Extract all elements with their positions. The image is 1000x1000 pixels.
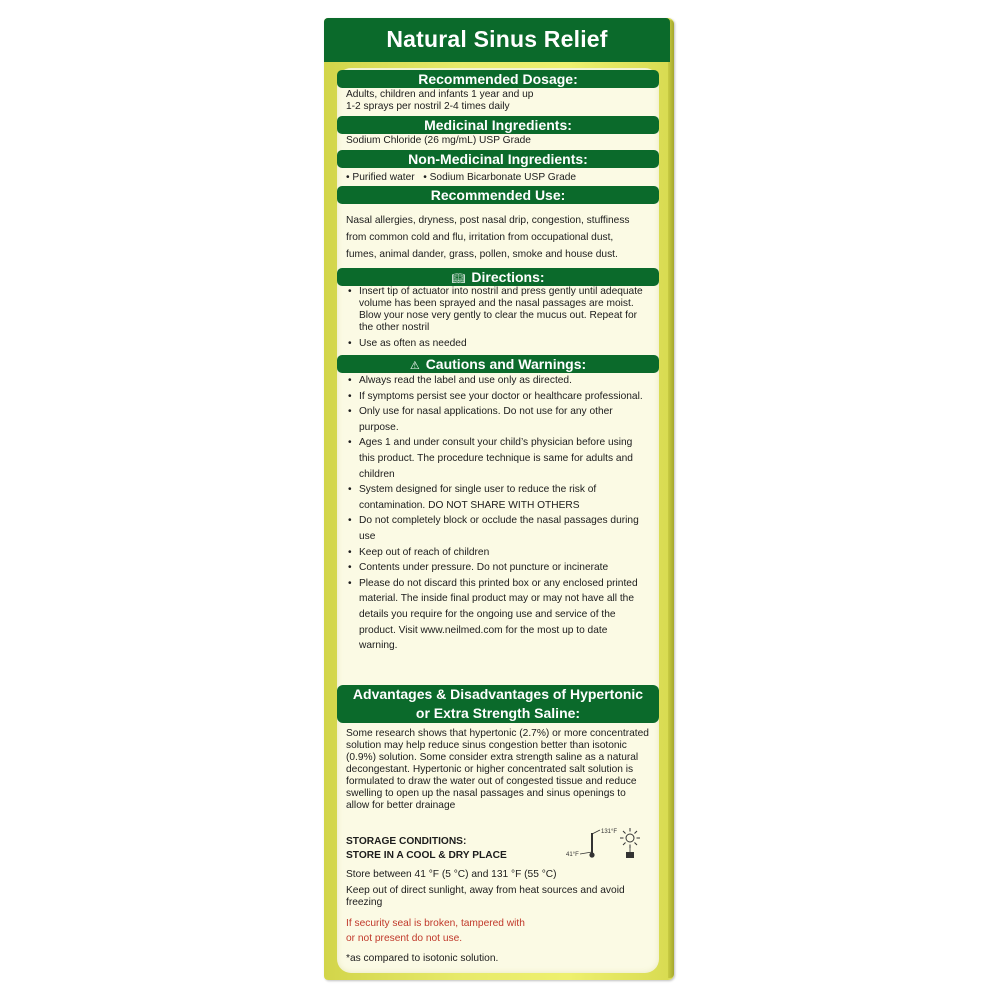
list-item: • Do not completely block or occlude the nasal passages during use <box>346 513 646 544</box>
cautions-list <box>346 373 646 654</box>
storage-line-2: Keep out of direct sunlight, away from heat sources and avoid <box>346 885 625 896</box>
seal-warning <box>346 918 525 945</box>
list-item: • Insert tip of actuator into nostril and press gently until adequate volume has been sprayed and the nasal passages are moist. Blow your nose very gently to clear the mucus out. Repeat for the other nostril <box>346 286 646 334</box>
dosage-line-2: 1-2 sprays per nostril 2-4 times daily <box>346 101 510 112</box>
non-medicinal-heading: Non-Medicinal Ingredients: <box>337 150 659 168</box>
use-text <box>346 212 630 263</box>
list-item: • Please do not discard this printed box or any enclosed printed material. The inside final product may or may not have all the details you require for the ongoing use and service of the product. Visit www.neilmed.com for the most up to date warning. <box>346 576 646 654</box>
non-medicinal-item-2: Sodium Bicarbonate USP Grade <box>429 172 577 183</box>
footnote: *as compared to isotonic solution. <box>346 953 499 964</box>
cautions-heading-label: Cautions and Warnings: <box>425 356 587 372</box>
storage-heading-2: STORE IN A COOL & DRY PLACE <box>346 850 507 861</box>
no-sunlight-icon <box>620 828 640 858</box>
list-item: • Always read the label and use only as directed. <box>346 373 646 389</box>
advantages-text <box>346 728 649 812</box>
storage-line-3: freezing <box>346 897 383 908</box>
advantages-heading <box>337 685 659 723</box>
thermometer-icon <box>580 830 600 858</box>
seal-warning-line-1: If security seal is broken, tampered with <box>346 918 525 929</box>
non-medicinal-items: • Purified water • Sodium Bicarbonate USP Grade <box>346 172 577 183</box>
storage-text <box>346 869 625 909</box>
list-item: • Ages 1 and under consult your child’s physician before using this product. The procedure technique is same for adults and children <box>346 435 646 482</box>
advantages-line-4: decongestant. Hypertonic or higher concentrated salt solution is <box>346 764 634 775</box>
use-line-3: fumes, animal dander, grass, pollen, smoke and house dust. <box>346 249 618 260</box>
list-item: • Only use for nasal applications. Do not use for any other purpose. <box>346 404 646 435</box>
directions-list <box>346 286 646 354</box>
directions-heading-label: Directions: <box>471 269 545 285</box>
book-icon: 📖︎ <box>451 273 466 285</box>
directions-heading <box>337 268 659 286</box>
medicinal-text: Sodium Chloride (26 mg/mL) USP Grade <box>346 135 531 146</box>
use-heading: Recommended Use: <box>337 186 659 204</box>
cautions-heading <box>337 355 659 373</box>
storage-line-1: Store between 41 °F (5 °C) and 131 °F (55 °C) <box>346 869 557 880</box>
advantages-line-1: Some research shows that hypertonic (2.7%) or more concentrated <box>346 728 649 739</box>
non-medicinal-item-1: Purified water <box>352 172 415 183</box>
box-side-edge <box>668 20 674 978</box>
advantages-heading-line-1: Advantages & Disadvantages of Hypertonic <box>352 686 644 702</box>
advantages-heading-line-2: or Extra Strength Saline: <box>415 705 581 721</box>
dosage-heading: Recommended Dosage: <box>337 70 659 88</box>
product-title: Natural Sinus Relief <box>386 26 608 52</box>
list-item: • Contents under pressure. Do not puncture or incinerate <box>346 560 646 576</box>
dosage-line-1: Adults, children and infants 1 year and up <box>346 89 534 100</box>
use-line-2: from common cold and flu, irritation from occupational dust, <box>346 232 614 243</box>
temp-low-label: 41°F <box>566 852 579 858</box>
list-item: • Keep out of reach of children <box>346 545 646 561</box>
storage-heading-1: STORAGE CONDITIONS: <box>346 836 467 847</box>
temp-high-label: 131°F <box>601 829 618 835</box>
advantages-line-2: solution may help reduce sinus congestion better than isotonic <box>346 740 627 751</box>
advantages-line-6: swelling to open up the nasal passages and sinus openings to <box>346 788 626 799</box>
list-item: • Use as often as needed <box>346 338 646 350</box>
warning-triangle-icon: ⚠︎ <box>409 360 420 372</box>
storage-icons <box>566 826 650 860</box>
list-item: • System designed for single user to reduce the risk of contamination. DO NOT SHARE WITH OTHERS <box>346 482 646 513</box>
seal-warning-line-2: or not present do not use. <box>346 933 463 944</box>
advantages-line-7: allow for better drainage <box>346 800 456 811</box>
advantages-line-3: (0.9%) solution. Some consider extra strength saline as a natural <box>346 752 639 763</box>
list-item: • If symptoms persist see your doctor or healthcare professional. <box>346 389 646 405</box>
medicinal-heading: Medicinal Ingredients: <box>337 116 659 134</box>
advantages-line-5: formulated to draw the water out of congested tissue and reduce <box>346 776 637 787</box>
use-line-1: Nasal allergies, dryness, post nasal drip, congestion, stuffiness <box>346 215 630 226</box>
